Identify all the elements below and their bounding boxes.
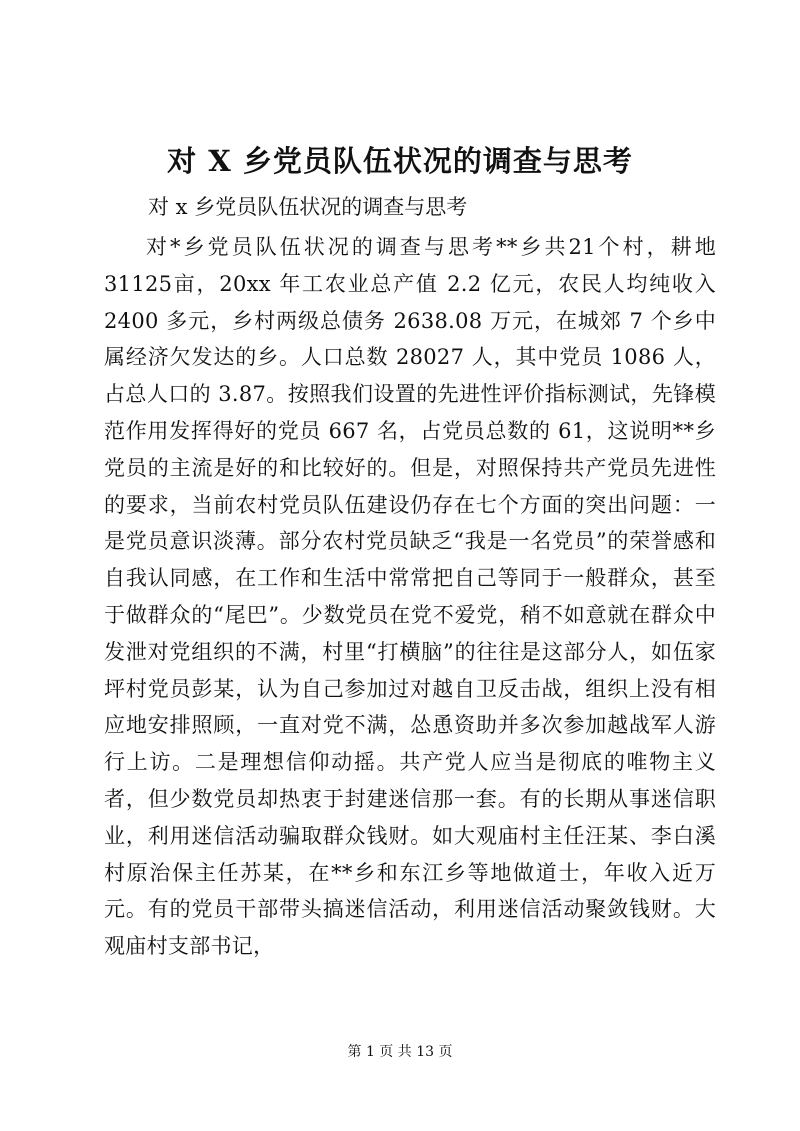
document-subtitle: 对 x 乡党员队伍状况的调查与思考 (148, 195, 468, 219)
page-number-footer: 第 1 页 共 13 页 (347, 1044, 453, 1060)
document-title: 对 X 乡党员队伍状况的调查与思考 (167, 144, 633, 178)
body-paragraph: 对*乡党员队伍状况的调查与思考**乡共21个村，耕地31125亩，20xx 年工农业总产值 2.2 亿元，农民人均纯收入 2400 多元，乡村两级总债务 2638.08 万元，在城郊 7 个乡中属经济欠发达的乡。人口总数 28027 人，其中党员 1086 人，占总人口的 3.87。按照我们设置的先进性评价指标测试，先锋模范作用发挥得好的党员 667 名，占党员总数的 61，这说明**乡党员的主流是好的和比较好的。但是，对照保持共产党员先进性的要求，当前农村党员队伍建设仍存在七个方面的突出问题：一是党员意识淡薄。部分农村党员缺乏“我是一名党员”的荣誉感和自我认同感，在工作和生活中常常把自己等同于一般群众，甚至于做群众的“尾巴”。少数党员在党不爱党，稍不如意就在群众中发泄对党组织的不满，村里“打横脑”的往往是这部分人，如伍家坪村党员彭某，认为自己参加过对越自卫反击战，组织上没有相应地安排照顾，一直对党不满，怂恿资助并多次参加越战军人游行上访。二是理想信仰动摇。共产党人应当是彻底的唯物主义者，但少数党员却热衷于封建迷信那一套。有的长期从事迷信职业，利用迷信活动骗取群众钱财。如大观庙村主任汪某、李白溪村原治保主任苏某，在**乡和东江乡等地做道士，年收入近万元。有的党员干部带头搞迷信活动，利用迷信活动聚敛钱财。大观庙村支部书记， (104, 235, 716, 959)
